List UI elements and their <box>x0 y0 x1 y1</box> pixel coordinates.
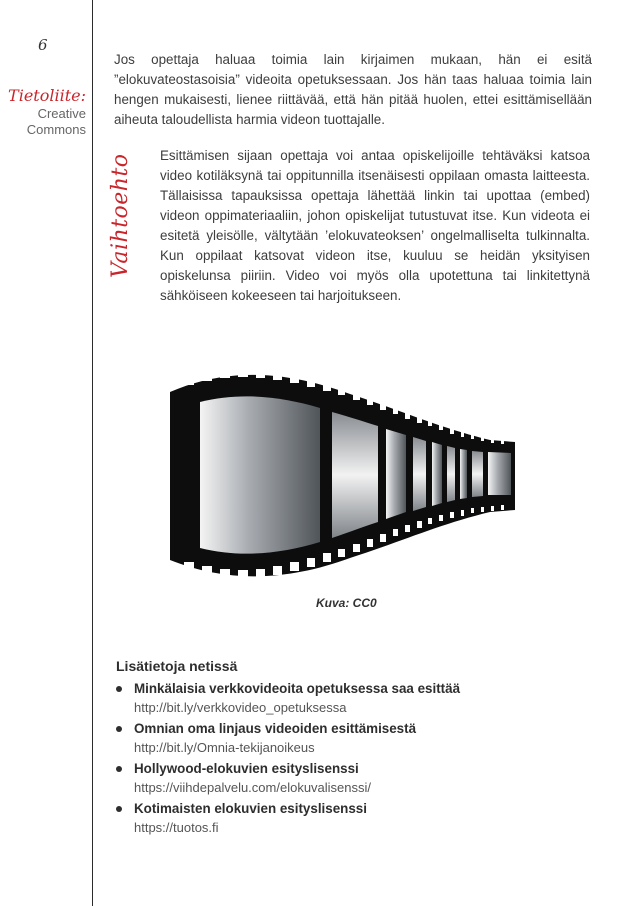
link-title: Minkälaisia verkkovideoita opetuksessa saa esittää <box>134 681 461 696</box>
bullet-icon <box>116 726 122 732</box>
film-strip-icon <box>170 352 520 597</box>
alternative-paragraph: Esittämisen sijaan opettaja voi antaa opiskelijoille tehtäväksi katsoa video kotiläksynä tai oppitunnilla itsenäisesti oppilaan omasta laitteesta. Tällaisissa tapauksissa opettaja lähettää linkin tai upottaa (embed) videon oppimateriaaliin, johon opiskelijat tutustuvat itse. Kun videota ei esitetä yleisölle, vältytään ’elokuvateoksen’ ongelmalliselta tulkinnalta. Kun oppilaat katsovat videon itse, kuuluu se heidän yksityisen opiskelunsa piiriin. Video voi myös olla upotettuna tai linkitettynä sähköiseen kokeeseen tai harjoitukseen. <box>160 148 590 303</box>
link-title: Omnian oma linjaus videoiden esittämisestä <box>134 721 417 736</box>
link-url[interactable]: https://tuotos.fi <box>134 820 219 835</box>
alternative-label: Vaihtoehto <box>108 153 133 278</box>
link-list <box>116 680 596 838</box>
side-label <box>0 86 86 138</box>
link-url[interactable]: http://bit.ly/verkkovideo_opetuksessa <box>134 700 347 715</box>
bullet-icon <box>116 806 122 812</box>
link-url[interactable]: https://viihdepalvelu.com/elokuvalisenssi/ <box>134 780 372 795</box>
film-strip-illustration <box>170 352 520 597</box>
list-item <box>116 680 596 718</box>
link-title: Hollywood-elokuvien esityslisenssi <box>134 761 359 776</box>
side-label-line-2: Commons <box>26 122 86 137</box>
list-item <box>116 800 596 838</box>
figure-caption: Kuva: CC0 <box>316 596 377 610</box>
link-title: Kotimaisten elokuvien esityslisenssi <box>134 801 367 816</box>
more-info-heading: Lisätietoja netissä <box>116 658 238 674</box>
bullet-icon <box>116 686 122 692</box>
list-item <box>116 720 596 758</box>
intro-paragraph: Jos opettaja haluaa toimia lain kirjaimen mukaan, hän ei esitä ”elokuvateostasoisia” videoita opetuksessaan. Jos hän taas haluaa toimia lain hengen mukaisesti, lienee riittävää, että hän pitää huolen, ettei esittämisellään aiheuta taloudellista harmia videon tuottajalle. <box>114 52 592 127</box>
margin-rule <box>92 0 93 906</box>
side-label-title: Tietoliite: <box>8 86 86 105</box>
page-number: 6 <box>38 36 48 54</box>
more-info-section <box>116 658 596 840</box>
list-item <box>116 760 596 798</box>
bullet-icon <box>116 766 122 772</box>
side-label-line-1: Creative <box>37 106 86 121</box>
link-url[interactable]: http://bit.ly/Omnia-tekijanoikeus <box>134 740 315 755</box>
